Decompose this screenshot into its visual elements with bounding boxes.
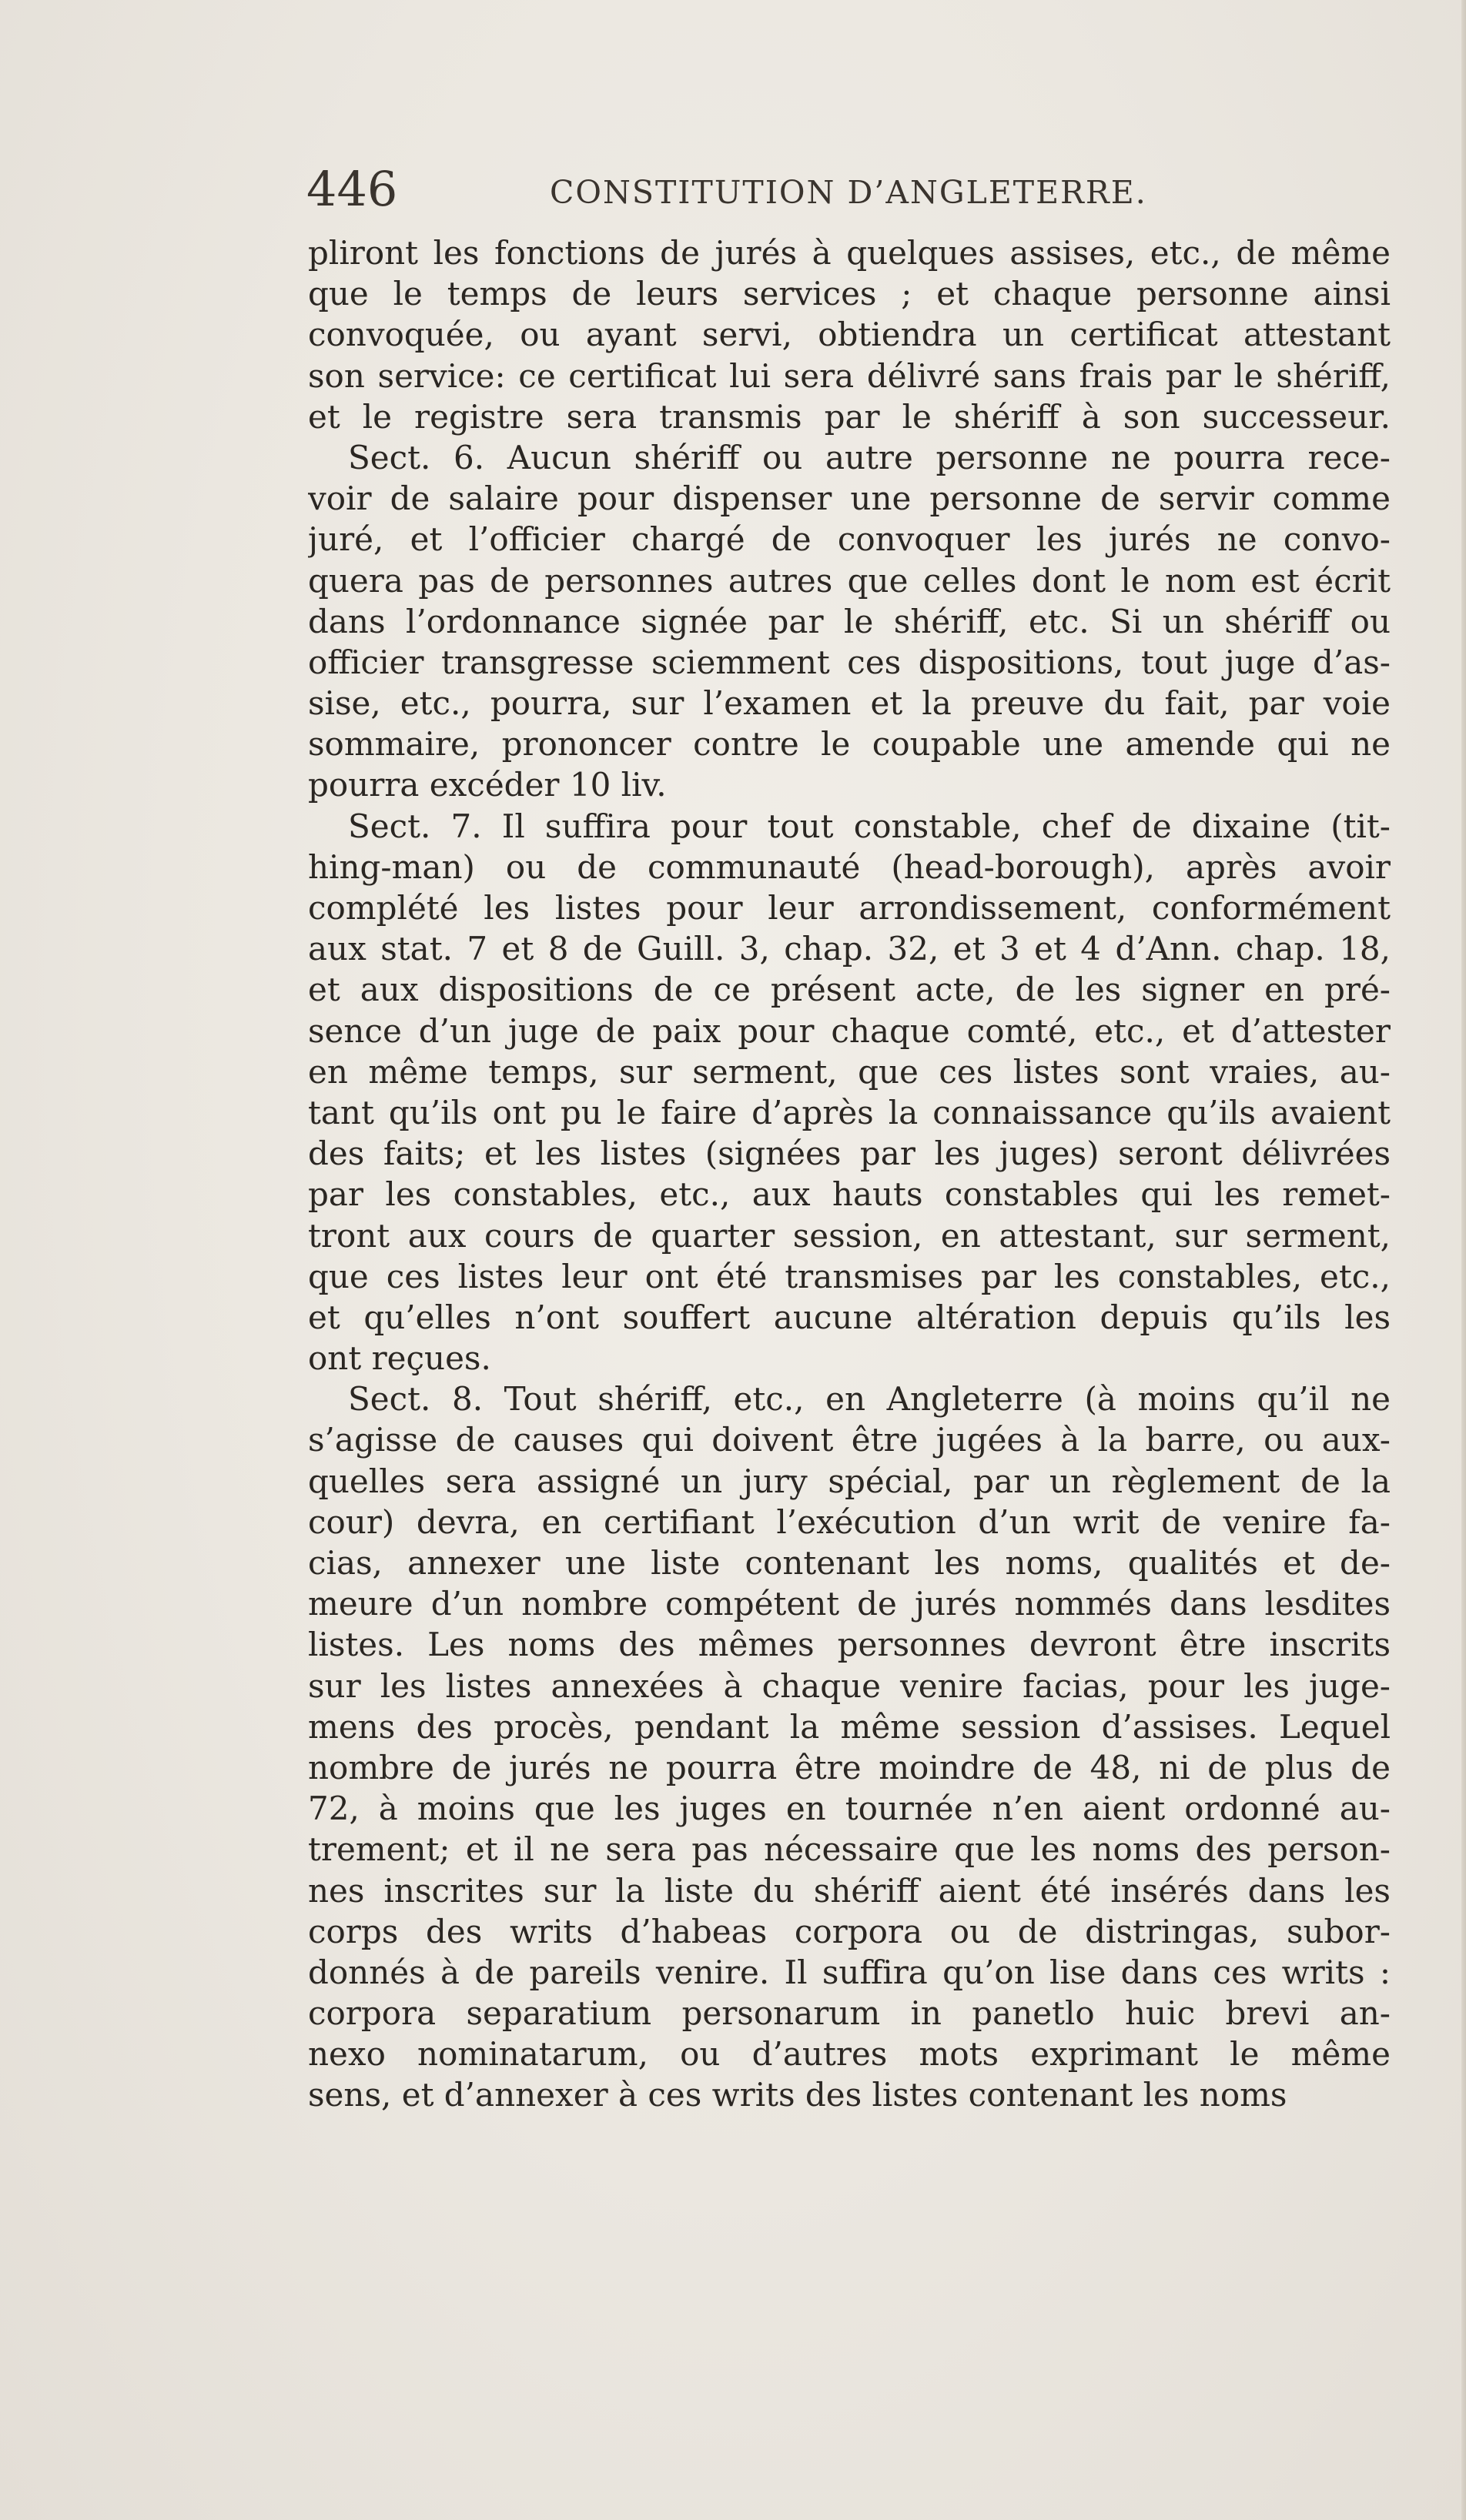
text-line: complété les listes pour leur arrondissement, conformément <box>308 889 1391 927</box>
page-edge <box>1461 0 1466 2520</box>
text-line: que ces listes leur ont été transmises par les constables, etc., <box>308 1257 1391 1295</box>
text-line: et qu’elles n’ont souffert aucune altération depuis qu’ils les <box>308 1298 1391 1336</box>
text-line: convoquée, ou ayant servi, obtiendra un certificat attestant <box>308 316 1391 354</box>
page-number: 446 <box>306 161 398 217</box>
text-line: quera pas de personnes autres que celles dont le nom est écrit <box>308 561 1391 600</box>
text-line: mens des procès, pendant la même session d’assises. Lequel <box>308 1707 1391 1746</box>
text-line: Sect. 6. Aucun shériff ou autre personne ne pourra rece- <box>348 438 1391 476</box>
text-line: donnés à de pareils venire. Il suffira qu’on lise dans ces writs : <box>308 1953 1391 1991</box>
text-line: sens, et d’annexer à ces writs des listes contenant les noms <box>308 2076 1287 2114</box>
text-line: juré, et l’officier chargé de convoquer les jurés ne convo- <box>308 520 1391 559</box>
text-line: Sect. 8. Tout shériff, etc., en Angleterre (à moins qu’il ne <box>348 1380 1391 1419</box>
text-line: et le registre sera transmis par le shériff à son successeur. <box>308 397 1391 436</box>
text-line: 72, à moins que les juges en tournée n’en aient ordonné au- <box>308 1790 1391 1828</box>
text-line: s’agisse de causes qui doivent être jugées à la barre, ou aux- <box>308 1421 1391 1459</box>
body-text <box>308 232 1391 2116</box>
text-line: en même temps, sur serment, que ces listes sont vraies, au- <box>308 1052 1391 1091</box>
text-line: cour) devra, en certifiant l’exécution d’un writ de venire fa- <box>308 1502 1391 1541</box>
text-line: sence d’un juge de paix pour chaque comté, etc., et d’attester <box>308 1011 1391 1050</box>
text-line: cias, annexer une liste contenant les noms, qualités et de- <box>308 1544 1391 1582</box>
text-line: listes. Les noms des mêmes personnes devront être inscrits <box>308 1626 1391 1664</box>
text-line: son service: ce certificat lui sera délivré sans frais par le shériff, <box>308 356 1391 395</box>
text-line: sommaire, prononcer contre le coupable une amende qui ne <box>308 725 1391 764</box>
text-line: nexo nominatarum, ou d’autres mots exprimant le même <box>308 2035 1391 2074</box>
text-line: corps des writs d’habeas corpora ou de distringas, subor- <box>308 1912 1391 1950</box>
text-line: des faits; et les listes (signées par les juges) seront délivrées <box>308 1135 1391 1173</box>
text-line: ont reçues. <box>308 1339 491 1378</box>
text-line: sur les listes annexées à chaque venire facias, pour les juge- <box>308 1666 1391 1705</box>
text-line: officier transgresse sciemment ces dispositions, tout juge d’as- <box>308 643 1391 681</box>
text-line: corpora separatium personarum in panetlo huic brevi an- <box>308 1994 1391 2033</box>
page-header <box>306 159 1400 220</box>
text-line: nombre de jurés ne pourra être moindre de 48, ni de plus de <box>308 1748 1391 1786</box>
text-line: aux stat. 7 et 8 de Guill. 3, chap. 32, et 3 et 4 d’Ann. chap. 18, <box>308 930 1391 968</box>
running-head: CONSTITUTION D’ANGLETERRE. <box>550 174 1147 211</box>
text-line: par les constables, etc., aux hauts constables qui les remet- <box>308 1175 1391 1214</box>
text-line: nes inscrites sur la liste du shériff aient été insérés dans les <box>308 1871 1391 1910</box>
text-line: voir de salaire pour dispenser une personne de servir comme <box>308 480 1391 518</box>
text-line: dans l’ordonnance signée par le shériff, etc. Si un shériff ou <box>308 602 1391 640</box>
text-line: meure d’un nombre compétent de jurés nommés dans lesdites <box>308 1585 1391 1623</box>
text-line: Sect. 7. Il suffira pour tout constable, chef de dixaine (tit- <box>348 807 1391 845</box>
text-line: pourra excéder 10 liv. <box>308 766 667 804</box>
text-line: sise, etc., pourra, sur l’examen et la preuve du fait, par voie <box>308 684 1391 723</box>
text-line: pliront les fonctions de jurés à quelques assises, etc., de même <box>308 234 1391 272</box>
text-line: tant qu’ils ont pu le faire d’après la connaissance qu’ils avaient <box>308 1093 1391 1131</box>
text-line: et aux dispositions de ce présent acte, de les signer en pré- <box>308 971 1391 1009</box>
text-line: trement; et il ne sera pas nécessaire que les noms des person- <box>308 1830 1391 1869</box>
text-line: quelles sera assigné un jury spécial, par un règlement de la <box>308 1462 1391 1500</box>
text-line: que le temps de leurs services ; et chaque personne ainsi <box>308 275 1391 313</box>
text-line: tront aux cours de quarter session, en attestant, sur serment, <box>308 1216 1391 1255</box>
text-line: hing-man) ou de communauté (head-borough), après avoir <box>308 847 1391 886</box>
